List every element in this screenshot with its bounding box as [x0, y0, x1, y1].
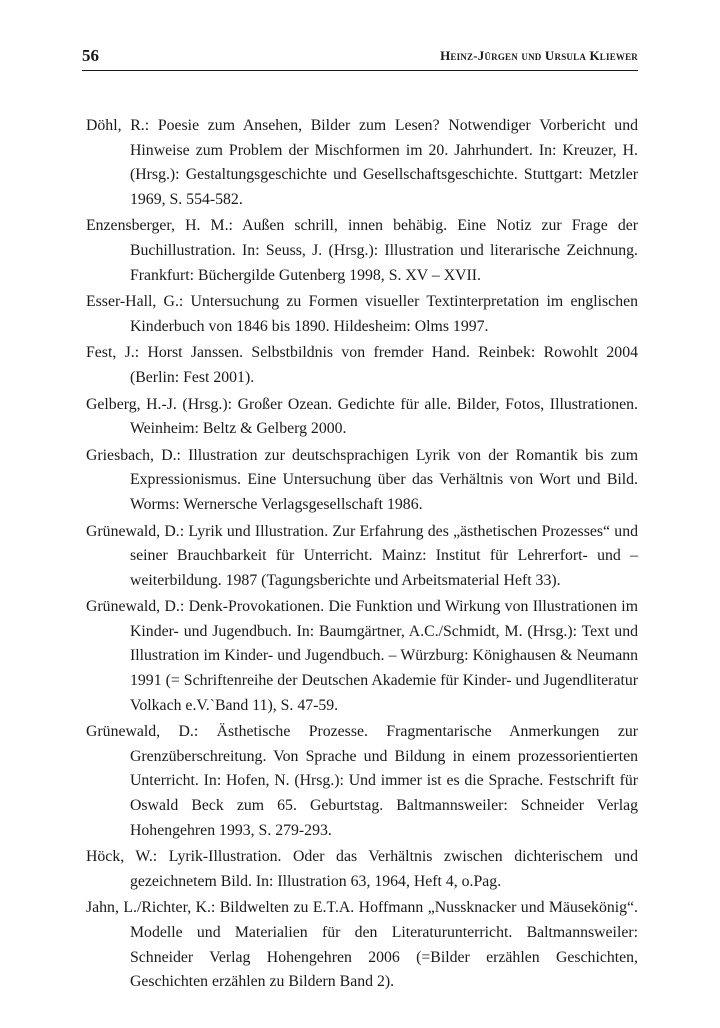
running-head: Heinz-Jürgen und Ursula Kliewer	[440, 48, 638, 63]
page-header	[82, 44, 638, 71]
bibliography-entry-esser-hall: Esser-Hall, G.: Untersuchung zu Formen visueller Textinterpretation im englischen Kinderbuch von 1846 bis 1890. Hildesheim: Olms 1997.	[86, 293, 638, 335]
page-number: 56	[82, 46, 99, 65]
bibliography-entry-gelberg: Gelberg, H.-J. (Hrsg.): Großer Ozean. Gedichte für alle. Bilder, Fotos, Illustrationen. Weinheim: Beltz & Gelberg 2000.	[86, 395, 638, 438]
bibliography-entry-doehl: Döhl, R.: Poesie zum Ansehen, Bilder zum Lesen? Notwendiger Vorbericht und Hinweise zum Problem der Mischformen im 20. Jahrhundert. In: Kreuzer, H. (Hrsg.): Gestaltungsgeschichte und Gesellschaftsgeschichte. Stuttgart: Metzler 1969, S. 554-582.	[86, 117, 638, 208]
bibliography-entry-griesbach: Griesbach, D.: Illustration zur deutschsprachigen Lyrik von der Romantik bis zum Expressionismus. Eine Untersuchung über das Verhältnis von Wort und Bild. Worms: Wernersche Verlagsgesellschaft 1986.	[86, 446, 638, 513]
bibliography-entry-gruenewald-1991: Grünewald, D.: Denk-Provokationen. Die Funktion und Wirkung von Illustrationen im Kinder- und Jugendbuch. In: Baumgärtner, A.C./Schmidt, M. (Hrsg.): Text und Illustration im Kinder- und Jugendbuch. – Würzburg: Könighausen & Neumann 1991 (= Schriftenreihe der Deutschen Akademie für Kinder- und Jugendliteratur Volkach e.V.`Band 11), S. 47-59.	[86, 598, 638, 714]
bibliography-entry-hoeck: Höck, W.: Lyrik-Illustration. Oder das Verhältnis zwischen dichterischem und gezeichnetem Bild. In: Illustration 63, 1964, Heft 4, o.Pag.	[86, 848, 638, 890]
bibliography-entry-enzensberger: Enzensberger, H. M.: Außen schrill, innen behäbig. Eine Notiz zur Frage der Buchillustration. In: Seuss, J. (Hrsg.): Illustration und literarische Zeichnung. Frankfurt: Büchergilde Gutenberg 1998, S. XV – XVII.	[86, 217, 638, 284]
bibliography-entry-fest: Fest, J.: Horst Janssen. Selbstbildnis von fremder Hand. Reinbek: Rowohlt 2004 (Berlin: Fest 2001).	[86, 344, 638, 386]
bibliography-entry-jahn-richter: Jahn, L./Richter, K.: Bildwelten zu E.T.A. Hoffmann „Nussknacker und Mäusekönig“. Modelle und Materialien für den Literaturunterricht. Baltmannsweiler: Schneider Verlag Hohengehren 2006 (=Bilder erzählen Geschichten, Geschichten erzählen zu Bildern Band 2).	[86, 899, 638, 991]
bibliography-entry-gruenewald-1987: Grünewald, D.: Lyrik und Illustration. Zur Erfahrung des „ästhetischen Prozesses“ und seiner Brauchbarkeit für Unterricht. Mainz: Institut für Lehrerfort- und –weiterbildung. 1987 (Tagungsberichte und Arbeitsmaterial Heft 33).	[86, 522, 638, 589]
bibliography-entry-gruenewald-1993: Grünewald, D.: Ästhetische Prozesse. Fragmentarische Anmerkungen zur Grenzüberschreitung. Von Sprache und Bildung in einem prozessorientierten Unterricht. In: Hofen, N. (Hrsg.): Und immer ist es die Sprache. Festschrift für Oswald Beck zum 65. Geburtstag. Baltmannsweiler: Schneider Verlag Hohengehren 1993, S. 279-293.	[86, 723, 638, 839]
bibliography-list	[86, 114, 638, 997]
